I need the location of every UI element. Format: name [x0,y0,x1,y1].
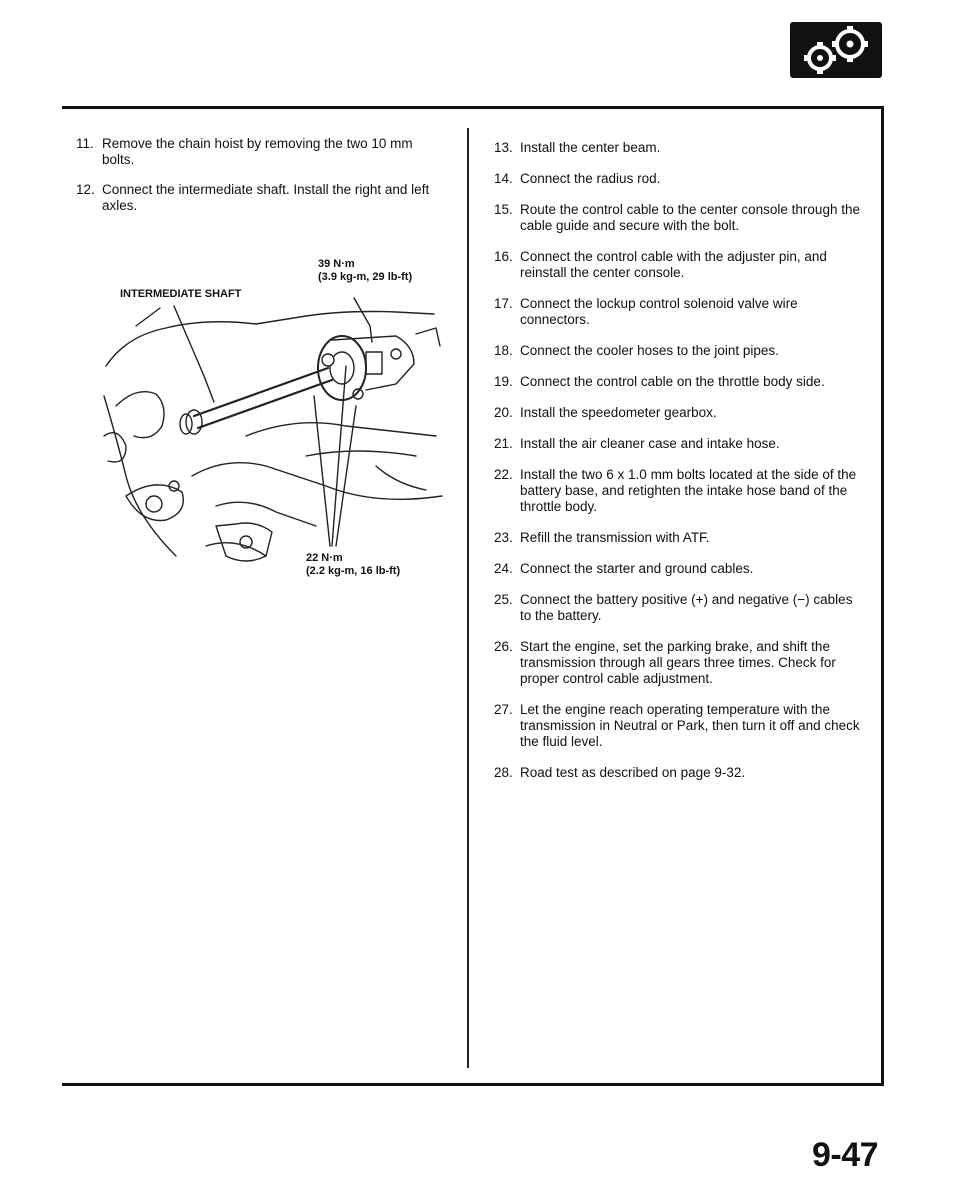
step-text: Refill the transmission with ATF. [520,530,710,545]
step-text: Road test as described on page 9-32. [520,765,746,780]
top-rule [62,106,884,109]
step-number: 11. [76,136,94,151]
step-number: 19. [494,374,513,389]
step-number: 20. [494,405,513,420]
step-text: Let the engine reach operating temperature with the transmission in Neutral or Park, then turn it off and check the fluid level. [520,702,860,749]
step-text: Connect the lockup control solenoid valve wire connectors. [520,296,798,327]
step-text: Connect the control cable with the adjuster pin, and reinstall the center console. [520,249,827,280]
figure-label-intermediate-shaft: INTERMEDIATE SHAFT [120,288,242,300]
step-text: Route the control cable to the center console through the cable guide and secure with the bolt. [520,202,860,233]
step-text: Connect the cooler hoses to the joint pipes. [520,343,779,358]
step-item [494,202,866,234]
step-item [494,702,866,750]
step-number: 28. [494,765,513,780]
step-text: Connect the control cable on the throttle body side. [520,374,825,389]
step-number: 22. [494,467,513,482]
gears-icon [790,22,882,78]
step-text: Install the center beam. [520,140,661,155]
figure-label-torque-lower: 22 N·m (2.2 kg-m, 16 lb-ft) [306,552,401,577]
step-text: Install the speedometer gearbox. [520,405,717,420]
step-number: 13. [494,140,513,155]
step-text: Connect the battery positive (+) and negative (−) cables to the battery. [520,592,853,623]
step-text: Install the two 6 x 1.0 mm bolts located at the side of the battery base, and retighten the intake hose band of the throttle body. [520,467,857,514]
left-column [76,136,448,228]
step-number: 23. [494,530,513,545]
step-item [494,436,866,452]
step-number: 24. [494,561,513,576]
step-item [494,343,866,359]
step-text: Connect the radius rod. [520,171,661,186]
step-text: Connect the intermediate shaft. Install the right and left axles. [102,182,430,213]
right-column [494,140,866,796]
step-item [494,171,866,187]
step-item [494,530,866,546]
step-item [494,561,866,577]
step-item [494,592,866,624]
step-item [76,182,448,214]
step-number: 14. [494,171,513,186]
step-text: Start the engine, set the parking brake, and shift the transmission through all gears three times. Check for proper control cable adjustment. [520,639,836,686]
intermediate-shaft-illustration [96,256,460,576]
step-text: Remove the chain hoist by removing the two 10 mm bolts. [102,136,413,167]
step-item [494,296,866,328]
step-item [494,374,866,390]
step-text: Connect the starter and ground cables. [520,561,754,576]
step-item [494,765,866,781]
page-number: 9-47 [812,1136,879,1174]
step-item [494,140,866,156]
step-number: 21. [494,436,513,451]
step-number: 25. [494,592,513,607]
step-number: 15. [494,202,513,217]
step-number: 17. [494,296,513,311]
step-number: 26. [494,639,513,654]
step-item [76,136,448,168]
step-item [494,249,866,281]
column-divider [467,128,469,1068]
step-number: 27. [494,702,513,717]
figure-label-torque-upper: 39 N·m (3.9 kg-m, 29 lb-ft) [318,258,413,283]
step-item [494,405,866,421]
step-item [494,467,866,515]
step-text: Install the air cleaner case and intake hose. [520,436,780,451]
step-item [494,639,866,687]
right-frame-rule [881,106,884,1086]
step-number: 18. [494,343,513,358]
step-number: 12. [76,182,95,197]
bottom-rule [62,1083,884,1086]
step-number: 16. [494,249,513,264]
